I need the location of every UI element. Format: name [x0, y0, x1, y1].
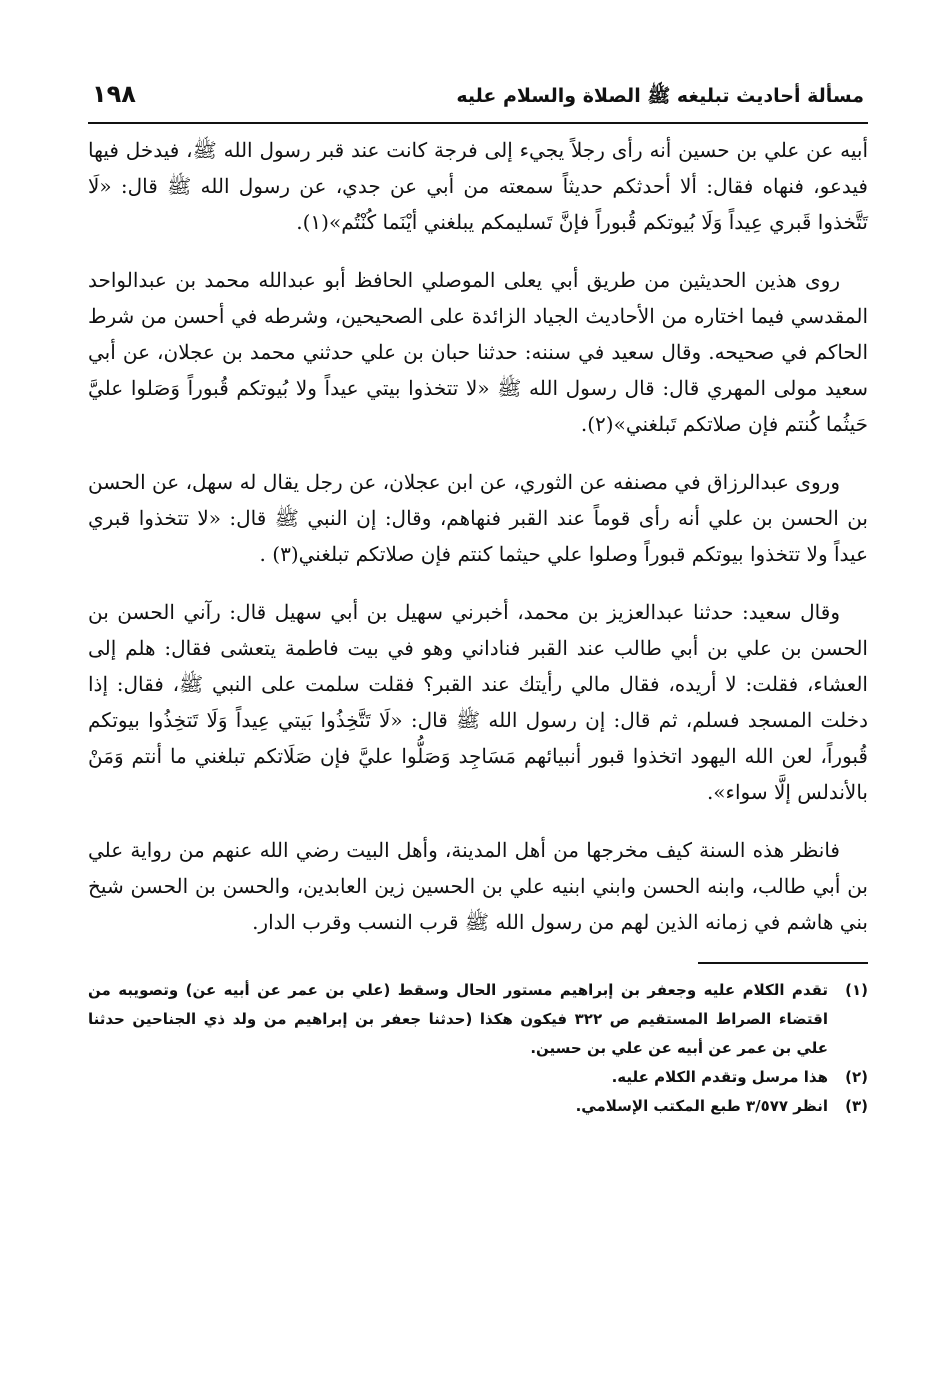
footnote-2 — [88, 1063, 868, 1092]
footnote-number: (٣) — [845, 1097, 868, 1115]
paragraph-4: وقال سعيد: حدثنا عبدالعزيز بن محمد، أخبرني سهيل بن أبي سهيل قال: رآني الحسن بن الحسن بن علي بن أبي طالب عند القبر فناداني وهو في بيت فاطمة يتعشى فقال: هلم إلى العشاء، فقلت: لا أريده، فقال مالي رأيتك عند القبر؟ فقلت سلمت على النبي ﷺ، فقال: إذا دخلت المسجد فسلم، ثم قال: إن رسول الله ﷺ قال: «لَا تَتَّخِذُوا بَيتي عِيداً وَلَا تَتخِذُوا بيوتكم قُبوراً، لعن الله اليهود اتخذوا قبور أنبيائهم مَسَاجِد وَصَلُّوا عليَّ فإن صَلَاتكم تبلغني ما أنتم وَمَنْ بالأندلس إلَّا سواء». — [88, 600, 868, 804]
paragraph-2: روى هذين الحديثين من طريق أبي يعلى الموصلي الحافظ أبو عبدالله محمد بن عبدالواحد المقدسي فيما اختاره من الأحاديث الجياد الزائدة على الصحيحين، وشرطه في أحسن من شرط الحاكم في صحيحه. وقال سعيد في سننه: حدثنا حبان بن علي حدثني محمد بن عجلان، عن أبي سعيد مولى المهري قال: قال رسول الله ﷺ «لا تتخذوا بيتي عيداً ولا بُيوتكم قُبوراً وَصَلوا عليَّ حَيثُما كُنتم فإن صلاتكم تَبلغني»(٢). — [88, 268, 868, 436]
paragraph-1: أبيه عن علي بن حسين أنه رأى رجلاً يجيء إلى فرجة كانت عند قبر رسول الله ﷺ، فيدخل فيها فيدعو، فنهاه فقال: ألا أحدثكم حديثاً سمعته من أبي عن جدي، عن رسول الله ﷺ قال: «لَا تَتَّخذوا قَبري عِيداً وَلَا بُيوتكم قُبوراً فإنَّ تَسليمكم يبلغني أيْنَما كُنْتُم»(١). — [88, 138, 868, 234]
footnote-number: (١) — [845, 981, 868, 999]
footnote-text: تقدم الكلام عليه وجعفر بن إبراهيم مستور الحال وسقط (علي بن عمر عن أبيه عن) وتصويبه من اقتضاء الصراط المستقيم ص ٣٢٢ فيكون هكذا (حدثنا جعفر بن إبراهيم من ولد ذي الجناحين حدثنا علي بن عمر عن أبيه عن علي بن حسين. — [88, 981, 828, 1057]
running-title: مسألة أحاديث تبليغه ﷺ الصلاة والسلام عليه — [456, 85, 864, 107]
body-text — [88, 132, 868, 940]
footnotes — [88, 976, 868, 1121]
footnote-number: (٢) — [845, 1068, 868, 1086]
footnote-separator — [698, 962, 868, 964]
footnote-text: انظر ٣/٥٧٧ طبع المكتب الإسلامي. — [575, 1097, 828, 1115]
page-header — [88, 80, 868, 124]
footnote-1 — [88, 976, 868, 1063]
footnote-text: هذا مرسل وتقدم الكلام عليه. — [611, 1068, 828, 1086]
page-number: ١٩٨ — [92, 80, 136, 108]
paragraph-3: وروى عبدالرزاق في مصنفه عن الثوري، عن ابن عجلان، عن رجل يقال له سهل، عن الحسن بن الحسن بن علي أنه رأى قوماً عند القبر فنهاهم، وقال: إن النبي ﷺ قال: «لا تتخذوا قبري عيداً ولا تتخذوا بيوتكم قبوراً وصلوا علي حيثما كنتم فإن صلاتكم تبلغني(٣) . — [88, 470, 868, 566]
footnote-3 — [88, 1092, 868, 1121]
book-page — [88, 80, 868, 1121]
paragraph-5: فانظر هذه السنة كيف مخرجها من أهل المدينة، وأهل البيت رضي الله عنهم من رواية علي بن أبي طالب، وابنه الحسن وابني ابنيه علي بن الحسين زين العابدين، والحسن بن الحسن شيخ بني هاشم في زمانه الذين لهم من رسول الله ﷺ قرب النسب وقرب الدار. — [88, 838, 868, 934]
